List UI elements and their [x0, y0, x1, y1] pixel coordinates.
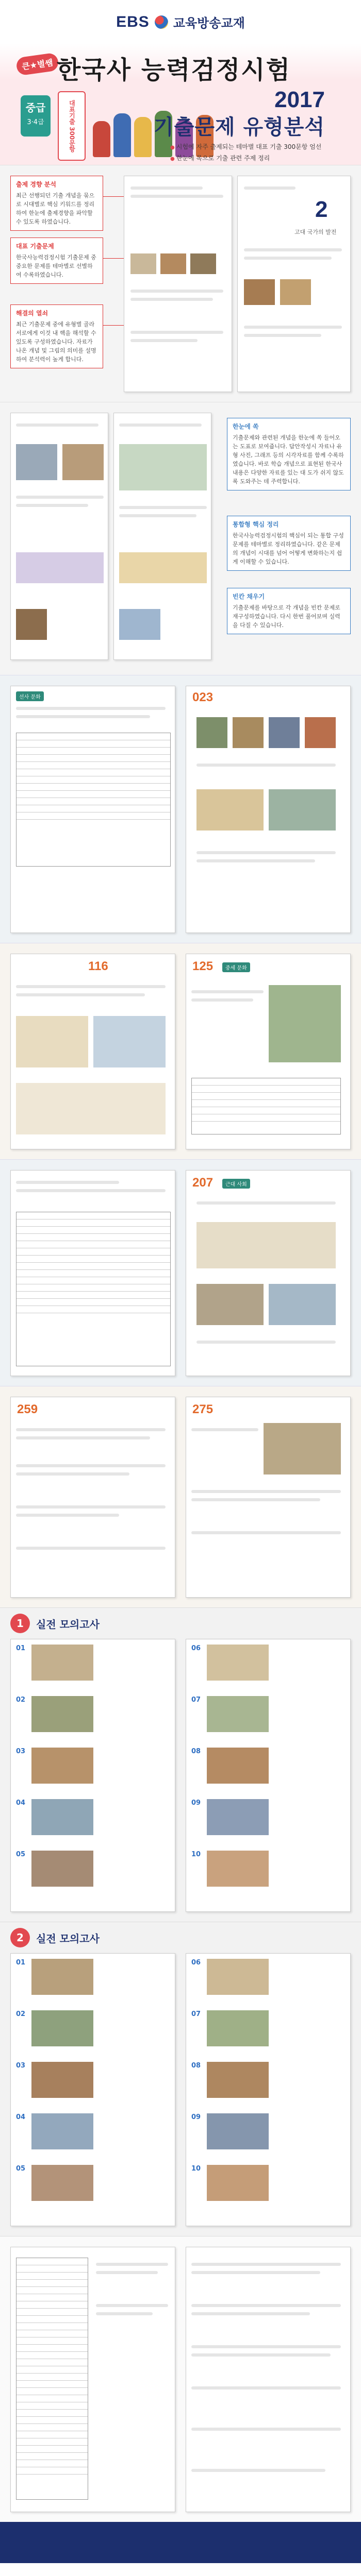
- callout-title: 해결의 열쇠: [16, 310, 48, 317]
- mock-exam-number: 1: [10, 1614, 30, 1633]
- feature-bullets: [170, 142, 321, 164]
- page-footer: [0, 2522, 361, 2563]
- page-number: 275: [192, 1402, 214, 1416]
- page-number: 023: [192, 690, 214, 704]
- page-header: [0, 0, 361, 44]
- question-number: 07: [191, 1696, 201, 1704]
- question-number: 03: [16, 1748, 26, 1755]
- callout-integrated: [227, 516, 351, 571]
- ebs-logo-icon: [155, 15, 168, 29]
- vertical-tagline-1: 대표기출 300문항: [68, 99, 76, 152]
- callout-trend: [10, 176, 103, 231]
- exam-page-left: [10, 1953, 175, 2226]
- sample-spread-1: [0, 675, 361, 943]
- bullet-item: ● 한눈에 목으로 기출 관련 주제 정리: [170, 153, 321, 164]
- question-number: 05: [16, 1851, 26, 1858]
- callout-summary: [227, 418, 351, 490]
- spread-page-right: [186, 1397, 351, 1598]
- callout-questions: [10, 238, 103, 284]
- callout-text: 한국사능력검정시험 기출문제 중 중요한 문제를 테마별로 선별하여 수록하였습니다.: [16, 254, 96, 278]
- vertical-tagline: [58, 91, 86, 161]
- summary-table: [16, 733, 171, 867]
- page-number: 116: [88, 959, 108, 973]
- grade-range: 3·4급: [27, 118, 44, 126]
- callout-title: 빈칸 채우기: [233, 593, 265, 600]
- page-number: 207: [192, 1176, 214, 1190]
- hero-banner: [0, 44, 361, 165]
- question-number: 06: [191, 1959, 201, 1967]
- mock-exam-title: 실전 모의고사: [36, 1618, 100, 1631]
- question-number: 10: [191, 1851, 201, 1858]
- sample-page-left: [10, 413, 108, 660]
- book-title: 한국사 능력검정시험: [57, 56, 291, 84]
- question-number: 02: [16, 2010, 26, 2018]
- question-number: 03: [16, 2062, 26, 2070]
- section-tag: 중세 문화: [222, 962, 250, 972]
- spread-page-left: [10, 1170, 175, 1376]
- map-image: [269, 985, 341, 1062]
- page-number: 259: [17, 1402, 38, 1416]
- exam-page-right: [186, 1953, 351, 2226]
- sample-page-left: [124, 176, 232, 392]
- section-tag: 근대 사회: [222, 1179, 250, 1189]
- question-number: 06: [191, 1645, 201, 1652]
- exam-page-right: [186, 1639, 351, 1912]
- section-tag: 선사 문화: [16, 691, 44, 701]
- bullet-item: ● 시험에 자주 출제되는 테마별 대표 기출 300문항 엄선: [170, 142, 321, 153]
- callout-title: 통합형 핵심 정리: [233, 521, 279, 528]
- question-number: 07: [191, 2010, 201, 2018]
- figure-icon: [134, 117, 152, 157]
- callout-text: 한국사능력검정시험의 핵심이 되는 통합 구성 문제를 테마별로 정리하였습니다. 같은 문제의 개념이 시대를 넘어 어떻게 변화하는지 쉽게 이해할 수 있습니다.: [233, 532, 344, 565]
- question-number: 10: [191, 2165, 201, 2173]
- figure-icon: [113, 113, 131, 157]
- mock-exam-2: [0, 1922, 361, 2236]
- answer-page-left: [10, 2247, 175, 2512]
- question-number: 09: [191, 2113, 201, 2121]
- spread-page-left: [10, 954, 175, 1149]
- question-number: 09: [191, 1799, 201, 1807]
- publisher-label: 교육방송교재: [173, 16, 245, 30]
- sample-page-right: [237, 176, 351, 392]
- ebs-logo: EBS: [116, 13, 150, 30]
- callout-text: 최근 선행되던 기출 개념을 묶으로 시대별로 핵심 키워드를 정리하여 한눈에 출제경향을 파악할 수 있도록 하였습니다.: [16, 192, 95, 225]
- spread-page-right: [186, 954, 351, 1149]
- exam-page-left: [10, 1639, 175, 1912]
- mock-exam-title: 실전 모의고사: [36, 1932, 100, 1945]
- summary-table: [191, 1078, 341, 1134]
- callout-key: [10, 304, 103, 368]
- grade-badge: [21, 95, 51, 137]
- spread-page-right: [186, 1170, 351, 1376]
- question-number: 02: [16, 1696, 26, 1704]
- chapter-number: 2: [315, 197, 328, 222]
- callout-title: 출제 경향 분석: [16, 181, 56, 188]
- spread-page-left: [10, 686, 175, 933]
- question-number: 08: [191, 1748, 201, 1755]
- answer-table: [16, 2258, 88, 2500]
- callout-fill-blanks: [227, 588, 351, 634]
- page-number: 125: [192, 959, 214, 973]
- callout-text: 기출문제와 관련된 개념을 한눈에 쏙 들어오는 도표로 보여줍니다. 답안작성시 자료나 유형 사진, 그래프 등의 시각자료를 함께 수록하였습니다. 바로 학습 개념으로 표현된 한국사 내용은 다양한 자료를 있는 대 도가 쉬지 않도록 도와주는 데 주력합니다.: [233, 434, 344, 485]
- summary-table: [16, 1212, 171, 1366]
- question-number: 01: [16, 1645, 26, 1652]
- sample-spread-4: [0, 1386, 361, 1607]
- series-badge: 큰★별쌤: [15, 53, 59, 76]
- question-number: 04: [16, 1799, 26, 1807]
- question-number: 05: [16, 2165, 26, 2173]
- feature-section-2: [0, 402, 361, 675]
- question-number: 08: [191, 2062, 201, 2070]
- feature-section-1: [0, 165, 361, 402]
- mock-exam-header: [10, 1613, 351, 1634]
- answer-section: [0, 2236, 361, 2522]
- callout-title: 대표 기출문제: [16, 243, 54, 250]
- answer-page-right: [186, 2247, 351, 2512]
- sample-page-right: [113, 413, 211, 660]
- question-number: 04: [16, 2113, 26, 2121]
- question-number: 01: [16, 1959, 26, 1967]
- spread-page-right: [186, 686, 351, 933]
- mock-exam-number: 2: [10, 1928, 30, 1947]
- grade-level: 중급: [25, 101, 46, 114]
- sample-spread-3: [0, 1159, 361, 1386]
- sample-spread-2: [0, 943, 361, 1159]
- figure-icon: [93, 121, 110, 157]
- mock-exam-header: [10, 1927, 351, 1948]
- spread-page-left: [10, 1397, 175, 1598]
- mock-exam-1: [0, 1607, 361, 1922]
- callout-title: 한눈에 쏙: [233, 423, 259, 430]
- chapter-title: 고대 국가의 발전: [294, 229, 337, 235]
- callout-text: 최근 기출문제 중에 유형별 골라 서로에게 이것 내 핵을 해석할 수 있도록 구성하였습니다. 자료가 나온 개념 및 그림의 의미를 설명하여 분석력이 높게 합니다.: [16, 321, 96, 363]
- edition-year: 2017: [274, 87, 325, 112]
- headline: 기출문제 유형분석: [153, 115, 325, 139]
- callout-text: 기출문제를 바탕으로 각 개념을 빈칸 문제로 재구성하였습니다. 다시 한번 풀어보며 실력을 다질 수 있습니다.: [233, 604, 340, 629]
